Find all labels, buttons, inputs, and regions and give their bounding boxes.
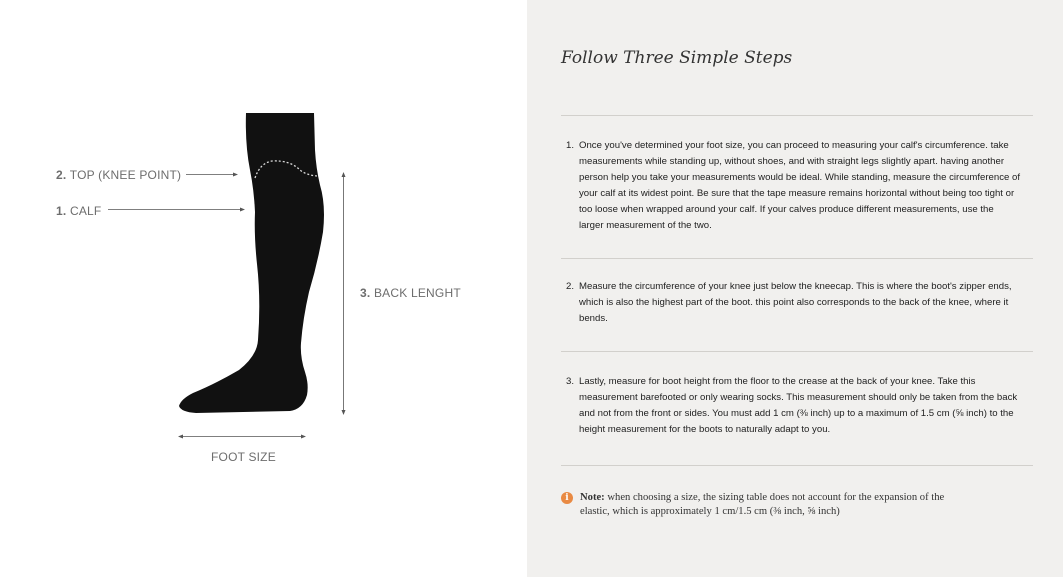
back-label-text: BACK LENGHT [373,286,461,300]
note-body [580,491,960,519]
step-item [566,138,1020,234]
calf-label [56,204,101,218]
step-number: 1. [566,140,575,151]
sizing-note [561,491,1021,519]
boot-silhouette [179,113,324,413]
note-text: when choosing a size, the sizing table does not account for the expansion of the elastic, which is approximately 1 cm/1.5 cm (⅜ inch, ⅝ inch) [580,492,945,517]
foot-size-label: FOOT SIZE [211,450,276,464]
divider [561,351,1033,352]
step-number: 3. [566,376,575,387]
step-text: Lastly, measure for boot height from the floor to the crease at the back of your knee. Take this measurement barefooted or only wearing socks. This measurement should only be taken from the back and not from the front or sides. You must add 1 cm (⅜ inch) up to a maximum of 1.5 cm (⅝ inch) to the height measurement for the boots to naturally adapt to you. [579,376,1018,435]
back-length-arrow-bottom [342,410,346,415]
back-label-number: 3. [360,286,371,300]
step-text: Measure the circumference of your knee just below the kneecap. This is where the boot's zipper ends, which is also the highest part of the boot. this point also corresponds to the back of the knee, where it bends. [579,281,1012,324]
step-text: Once you've determined your foot size, you can proceed to measuring your calf's circumference. take measurements while standing up, without shoes, and with straight legs slightly apart. having another person help you take your measurements would be ideal. While standing, measure the circumference of your calf at its widest point. Be sure that the tape measure remains horizontal without being too tight or too loose when wrapped around your calf. If your calves produce different measurements, use the larger measurement of the two. [579,140,1021,231]
top-pointer-arrowhead [233,173,238,177]
calf-label-text: CALF [69,204,102,218]
divider [561,115,1033,116]
guide-title: Follow Three Simple Steps [561,48,793,68]
calf-label-number: 1. [56,204,67,218]
calf-pointer-arrowhead [240,208,245,212]
divider [561,258,1033,259]
top-label-number: 2. [56,168,67,182]
info-icon: i [561,492,573,504]
note-label: Note: [580,492,605,503]
step-item [566,374,1020,438]
back-length-arrow-top [342,172,346,177]
back-length-label [360,286,461,300]
step-number: 2. [566,281,575,292]
top-label-text: TOP (KNEE POINT) [69,168,182,182]
foot-size-arrow-left [178,435,183,439]
step-item [566,279,1020,327]
foot-size-arrow-right [301,435,306,439]
divider [561,465,1033,466]
top-knee-point-label [56,168,181,182]
